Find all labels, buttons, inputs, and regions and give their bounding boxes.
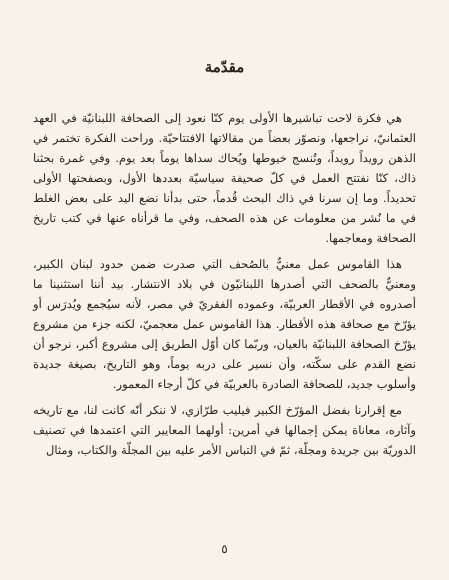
paragraph-1: هي فكرة لاحت تباشيرها الأولى يوم كنّا نعود إلى الصحافة اللبنانيّة في العهد العثمانيّ، نراجعها، ونصوّر بعضاً من مقالاتها الافتتاحيّة. وراحت الفكرة تختمر في الذهن رويداً رويداً، وتُنسج خيوطها ويُحاك سداها يوماً بعد يوم. وفي غمرة بحثنا ذاك، كنّا نفتتح العمل في كلّ صحيفة سياسيّة بعددها الأول، وبصفحتها الأولى تحديداً. وما إن سرنا في ذاك البحث قُدماً، حتى بدأنا نضع اليد على بعض الغلط في ما نُشر من معلومات عن هذه الصحف، وفي ما قرأناه عنها في كتب تاريخ الصحافة ومعاجمها.: [33, 111, 416, 245]
paragraph-3: مع إقرارنا بفضل المؤرّخ الكبير فيليب طرّازي، لا ننكر أنّه كانت لنا، مع تاريخه وآثاره، معاناة يمكن إجمالها في أمرين: أولهما المعايير التي اعتمدها في تصنيف الدوريّة بين جريدة ومجلّة، ثمّ في التباس الأمر عليه بين المجلّة والكتاب، ومثال: [33, 403, 416, 457]
page-title: مقدّمة: [204, 58, 245, 76]
page-number: ٥: [221, 542, 228, 556]
paragraph-2: هذا القاموس عمل معنيٌّ بالصُحف التي صدرت ضمن حدود لبنان الكبير، ومعنيٌّ بالصحف التي أصدرها اللبنانيّون في بلاد الانتشار. بيد أننا استثنينا ما أصدروه في الأقطار العربيّة، وعموده الفقريّ في مصر، لأنه سيُجمع ويُدرَس أو يؤرّخ مع صحافة هذه الأقطار. هذا القاموس عمل معجميّ، لكنه جزء من مشروع يؤرّخ الصحافة اللبنانيّة بالعيان، وربّما كان أوّل الطريق إلى مشروع أكبر، نرجو أن نضع القدم على سكّته، وأن نسير على دربه يوماً، وهو التاريخ، بصيغة جديدة وأسلوب جديد، للصحافة الصادرة بالعربيّة في كلّ أرجاء المعمور.: [33, 257, 416, 391]
body-text: [33, 108, 416, 466]
